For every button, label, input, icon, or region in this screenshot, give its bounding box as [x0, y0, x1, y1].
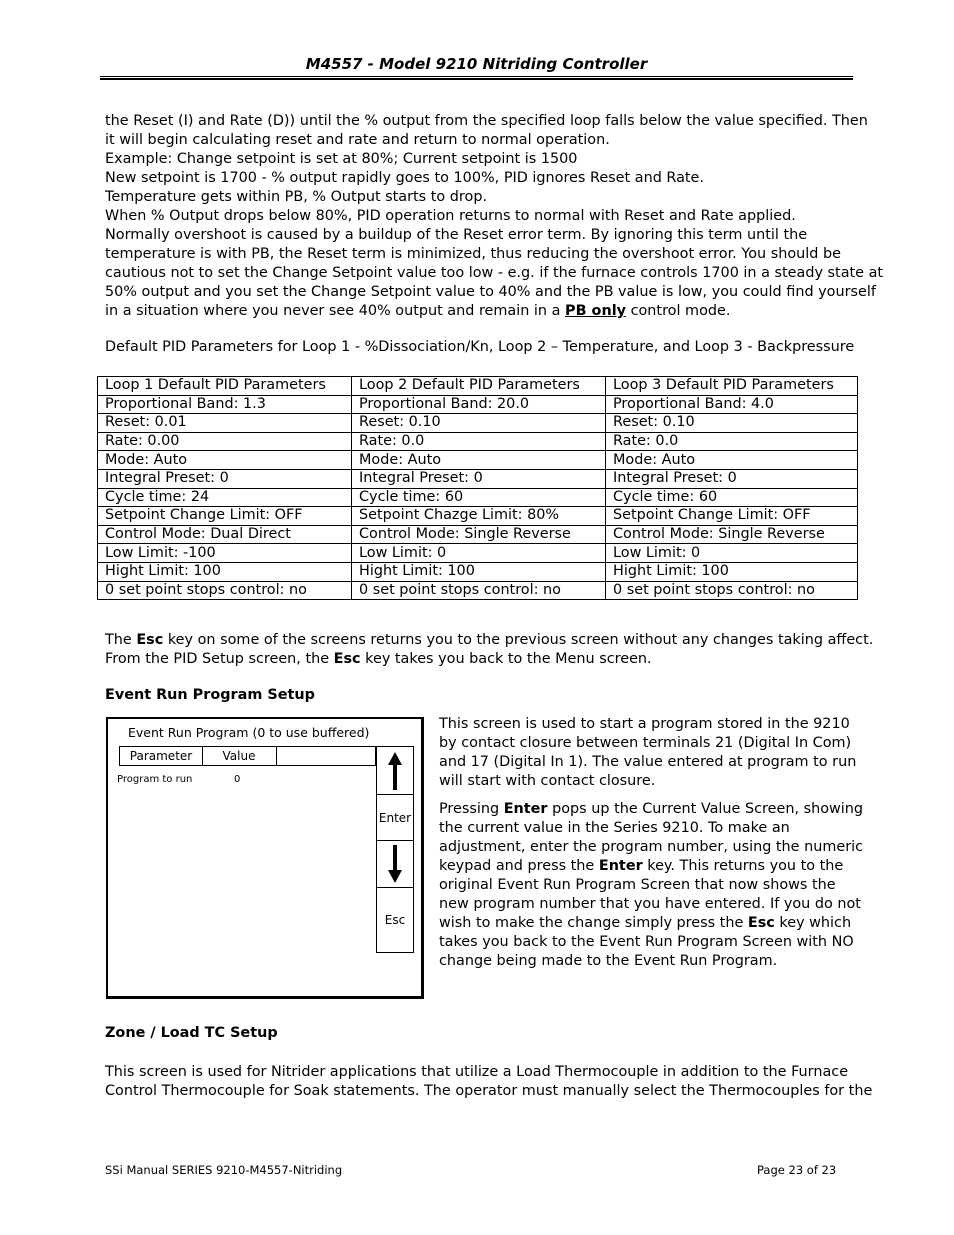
arrow-up-icon [387, 751, 403, 791]
screen-button-column [376, 746, 414, 953]
table-cell: Mode: Auto [98, 451, 352, 470]
footer-page-number: Page 23 of 23 [757, 1163, 837, 1177]
desc-line: will start with contact closure. [439, 773, 656, 789]
table-cell: Cycle time: 24 [98, 488, 352, 507]
event-run-screen-mockup [106, 717, 424, 999]
text: key. This returns you to the [642, 858, 844, 874]
table-cell: 0 set point stops control: no [606, 581, 858, 600]
enter-key-description [439, 800, 864, 971]
value-column-header: Value [202, 747, 277, 765]
esc-key-label: Esc [136, 632, 164, 648]
desc-line: the current value in the Series 9210. To make an [439, 820, 790, 836]
table-row [98, 507, 858, 526]
event-run-heading: Event Run Program Setup [105, 687, 315, 703]
table-cell: Low Limit: -100 [98, 544, 352, 563]
esc-button[interactable] [377, 888, 413, 952]
desc-line [439, 800, 864, 819]
table-cell: Integral Preset: 0 [98, 469, 352, 488]
desc-line: takes you back to the Event Run Program Screen with NO [439, 934, 854, 950]
table-cell: Low Limit: 0 [606, 544, 858, 563]
table-cell: Control Mode: Single Reverse [606, 525, 858, 544]
table-row [98, 395, 858, 414]
enter-button-label: Enter [378, 810, 412, 825]
table-cell: 0 set point stops control: no [352, 581, 606, 600]
esc-line-2 [105, 650, 873, 669]
screen-title: Event Run Program (0 to use buffered) [128, 725, 370, 740]
table-cell: Mode: Auto [606, 451, 858, 470]
intro-line: New setpoint is 1700 - % output rapidly goes to 100%, PID ignores Reset and Rate. [105, 170, 704, 186]
desc-line: change being made to the Event Run Program. [439, 953, 778, 969]
desc-line: and 17 (Digital In 1). The value entered at program to run [439, 754, 857, 770]
program-to-run-value[interactable]: 0 [234, 774, 241, 785]
desc-line [439, 857, 855, 876]
enter-key-label: Enter [598, 858, 643, 874]
table-cell: Reset: 0.10 [352, 414, 606, 433]
table-row [98, 377, 858, 396]
desc-line: new program number that you have entered. If you do not [439, 896, 861, 912]
table-cell: Reset: 0.01 [98, 414, 352, 433]
table-cell: Integral Preset: 0 [352, 469, 606, 488]
text: key which [774, 915, 852, 931]
text: From the PID Setup screen, the [105, 651, 334, 667]
intro-line: it will begin calculating reset and rate and return to normal operation. [105, 132, 610, 148]
table-row [98, 432, 858, 451]
intro-line: 50% output and you set the Change Setpoint value to 40% and the PB value is low, you could find yourself [105, 284, 876, 300]
esc-line-1 [105, 631, 873, 650]
table-row [98, 581, 858, 600]
defaults-intro: Default PID Parameters for Loop 1 - %Dissociation/Kn, Loop 2 – Temperature, and Loop 3 - Backpressure [105, 339, 855, 355]
table-cell: Control Mode: Single Reverse [352, 525, 606, 544]
table-row [98, 488, 858, 507]
footer-manual-name: SSi Manual SERIES 9210-M4557-Nitriding [105, 1163, 343, 1177]
table-cell: Reset: 0.10 [606, 414, 858, 433]
page-header-title: M4557 - Model 9210 Nitriding Controller [305, 55, 648, 73]
intro-line: Normally overshoot is caused by a buildup of the Reset error term. By ignoring this term until the [105, 227, 808, 243]
table-cell: Rate: 0.0 [606, 432, 858, 451]
table-cell: Rate: 0.00 [98, 432, 352, 451]
intro-line: Example: Change setpoint is set at 80%; Current setpoint is 1500 [105, 151, 578, 167]
desc-line: adjustment, enter the program number, using the numeric [439, 839, 864, 855]
intro-line: Temperature gets within PB, % Output starts to drop. [105, 189, 488, 205]
intro-line-last [105, 302, 855, 321]
scroll-down-button[interactable] [377, 841, 413, 888]
parameter-column-header: Parameter [120, 747, 203, 765]
table-cell: Setpoint Chazge Limit: 80% [352, 507, 606, 526]
desc-line: This screen is used to start a program stored in the 9210 [439, 716, 850, 732]
esc-key-label: Esc [747, 915, 775, 931]
table-cell: Loop 3 Default PID Parameters [606, 377, 858, 396]
table-row [98, 525, 858, 544]
enter-button[interactable] [377, 795, 413, 841]
table-cell: Low Limit: 0 [352, 544, 606, 563]
table-cell: Hight Limit: 100 [352, 562, 606, 581]
zone-line: Control Thermocouple for Soak statements. The operator must manually select the Thermocouples for the [105, 1083, 873, 1099]
table-cell: Proportional Band: 20.0 [352, 395, 606, 414]
table-cell: Mode: Auto [352, 451, 606, 470]
table-cell: 0 set point stops control: no [98, 581, 352, 600]
esc-button-label: Esc [384, 913, 406, 927]
text: wish to make the change simply press the [439, 915, 748, 931]
intro-last-post: control mode. [626, 303, 731, 319]
table-cell: Cycle time: 60 [352, 488, 606, 507]
arrow-down-icon [387, 844, 403, 884]
intro-line: temperature is with PB, the Reset term is minimized, thus reducing the overshoot error. You should be [105, 246, 841, 262]
table-row [98, 469, 858, 488]
table-cell: Proportional Band: 1.3 [98, 395, 352, 414]
table-cell: Proportional Band: 4.0 [606, 395, 858, 414]
table-row [98, 451, 858, 470]
table-cell: Hight Limit: 100 [98, 562, 352, 581]
text: key takes you back to the Menu screen. [360, 651, 652, 667]
scroll-up-button[interactable] [377, 747, 413, 795]
text: key on some of the screens returns you to the previous screen without any changes taking affect. [163, 632, 874, 648]
table-cell: Rate: 0.0 [352, 432, 606, 451]
table-cell: Loop 2 Default PID Parameters [352, 377, 606, 396]
screen-table-header [119, 746, 376, 766]
zone-load-tc-heading: Zone / Load TC Setup [105, 1025, 278, 1041]
header-rule [100, 76, 853, 80]
pid-defaults-table [97, 376, 858, 600]
zone-line: This screen is used for Nitrider applications that utilize a Load Thermocouple in addition to the Furnace [105, 1064, 849, 1080]
program-to-run-label[interactable]: Program to run [117, 774, 193, 785]
intro-line: cautious not to set the Change Setpoint value too low - e.g. if the furnace controls 1700 in a steady state at [105, 265, 884, 281]
zone-paragraph [105, 1063, 872, 1101]
table-cell: Setpoint Change Limit: OFF [98, 507, 352, 526]
table-row [98, 544, 858, 563]
table-cell: Hight Limit: 100 [606, 562, 858, 581]
table-row [98, 562, 858, 581]
event-screen-description [439, 715, 855, 791]
pb-only-emphasis: PB only [565, 303, 627, 319]
text: The [105, 632, 137, 648]
table-cell: Control Mode: Dual Direct [98, 525, 352, 544]
text: Pressing [439, 801, 504, 817]
intro-line: the Reset (I) and Rate (D)) until the % output from the specified loop falls below the value specified. Then [105, 113, 868, 129]
esc-key-label: Esc [333, 651, 361, 667]
text: keypad and press the [439, 858, 599, 874]
text: pops up the Current Value Screen, showing [547, 801, 864, 817]
intro-paragraph [105, 112, 884, 321]
table-row [98, 414, 858, 433]
desc-line: by contact closure between terminals 21 (Digital In Com) [439, 735, 852, 751]
intro-last-pre: in a situation where you never see 40% output and remain in a [105, 303, 566, 319]
desc-line [439, 914, 855, 933]
enter-key-label: Enter [503, 801, 548, 817]
desc-line: original Event Run Program Screen that now shows the [439, 877, 836, 893]
intro-line: When % Output drops below 80%, PID operation returns to normal with Reset and Rate applied. [105, 208, 796, 224]
table-cell: Setpoint Change Limit: OFF [606, 507, 858, 526]
esc-paragraph [105, 631, 873, 669]
table-cell: Cycle time: 60 [606, 488, 858, 507]
table-cell: Integral Preset: 0 [606, 469, 858, 488]
table-cell: Loop 1 Default PID Parameters [98, 377, 352, 396]
